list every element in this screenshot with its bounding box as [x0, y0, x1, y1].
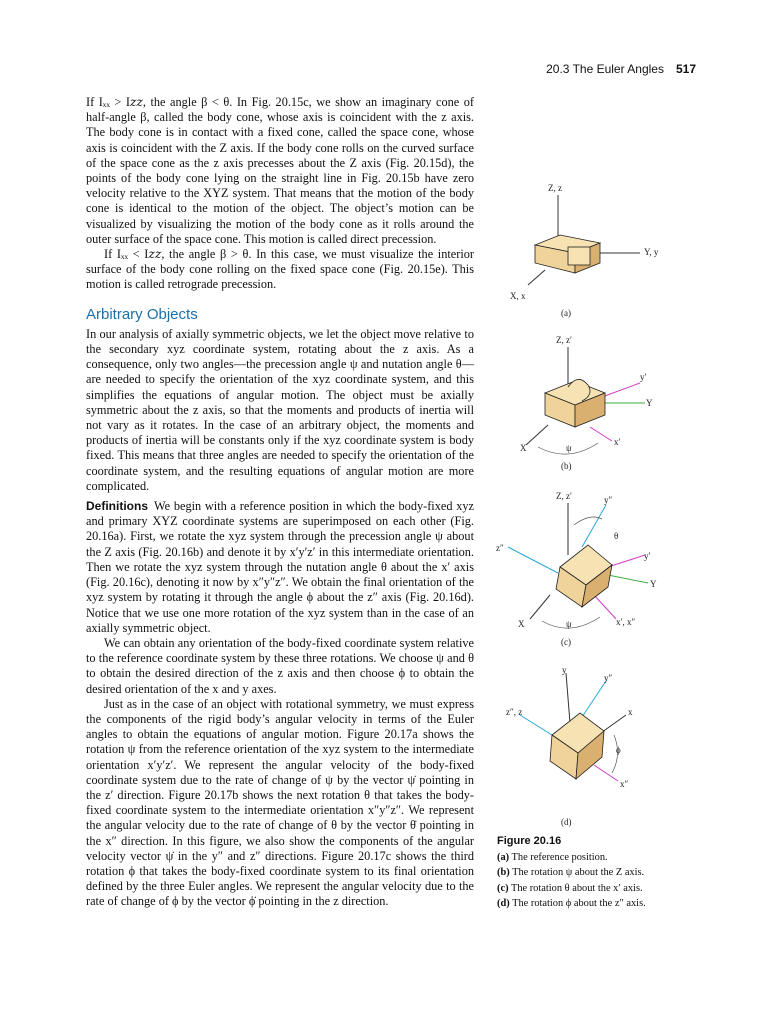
label-b: (b)	[561, 461, 572, 471]
section-title: 20.3 The Euler Angles	[546, 62, 664, 76]
label-c-ydprime: y″	[604, 495, 613, 505]
label-c-psi: ψ	[566, 619, 572, 629]
label-d-zz: z″, z	[506, 707, 523, 717]
main-text-column	[86, 95, 474, 910]
caption-item: (a) The reference position.	[497, 851, 608, 863]
label-d-xdprime: x″	[620, 779, 629, 789]
running-header	[546, 62, 696, 76]
label-b-yprime: y′	[640, 372, 647, 382]
label-a-Zz: Z, z	[548, 183, 562, 193]
label-c-Y: Y	[650, 579, 657, 589]
paragraph-angular-velocity: Just as in the case of an object with rotational symmetry, we must express the components of the rigid body’s angular velocity in terms of the Euler angles to obtain the equations of angular motion. Figure 20.17a shows the rotation ψ from the reference orientation of the xyz system to the intermediate orientation x′y′z′. We represent the angular velocity of the body-fixed coordinate system due to the rate of change of ψ by the vector ψ̇ pointing in the z′ direction. Figure 20.17b shows the next rotation θ that takes the body-fixed coordinate system to the intermediate orientation x″y″z″. We represent the angular velocity due to the rate of change of θ by the vector θ̇ pointing in the x″ direction. In this figure, we also show the components of the angular velocity vector ψ̇ in the y″ and z″ directions. Figure 20.17c shows the third rotation ϕ that takes the body-fixed coordinate system to its final orientation defined by the three Euler angles. We represent the angular velocity due to the rate of change of ϕ by the vector ϕ̇ pointing in the z direction.	[86, 696, 474, 909]
figure-panels	[490, 175, 690, 835]
caption-item: (b) The rotation ψ about the Z axis.	[497, 867, 645, 878]
panel-d	[506, 665, 633, 827]
figure-caption	[497, 834, 697, 912]
label-c-X: X	[518, 619, 525, 629]
definitions-text: We begin with a reference position in which the body-fixed xyz and primary XYZ coordinate systems are superimposed on each other (Fig. 20.16a). First, we rotate the xyz system through the precession angle ψ about the Z axis (Fig. 20.16b) and denote it by x′y′z′ in this intermediate orientation. Then we rotate the xyz system through the nutation angle θ about the x′ axis (Fig. 20.16c), denoting it now by x″y″z″. We obtain the final orientation of the xyz system by rotating it through the angle ϕ about the z″ axis (Fig. 20.16d). Notice that we use one more rotation of the xyz system than in the case of an axially symmetric object.	[86, 499, 474, 635]
label-b-X: X	[520, 443, 527, 453]
label-c-Zz: Z, z′	[556, 491, 572, 501]
label-a-Yy: Y, y	[644, 247, 659, 257]
panel-c	[496, 491, 657, 647]
paragraph-retrograde: If Iₓₓ < I𝑧𝑧, the angle β > θ. In this case, we must visualize the interior surface of the body cone rolling on the fixed space cone (Fig. 20.15e). This motion is called retrograde precession.	[86, 247, 474, 292]
paragraph-definitions	[86, 499, 474, 636]
label-b-xprime: x′	[614, 437, 621, 447]
paragraph-orientation: We can obtain any orientation of the body-fixed coordinate system relative to the reference coordinate system by these three rotations. We choose ψ and θ to obtain the desired direction of the z axis and then choose ϕ to obtain the desired orientation of the x and y axes.	[86, 635, 474, 696]
label-b-Zz: Z, z′	[556, 335, 572, 345]
label-a-Xx: X, x	[510, 291, 526, 301]
label-b-psi: ψ	[566, 443, 572, 453]
label-c: (c)	[561, 637, 571, 647]
label-d-y: y	[562, 665, 567, 675]
paragraph-arbitrary-objects: In our analysis of axially symmetric objects, we let the object move relative to the secondary xyz coordinate system, rotating about the z axis. As a consequence, only two angles—the precession angle ψ and nutation angle θ—are needed to specify the orientation of the xyz coordinate system, and this simplifies the equations of angular motion. The object must be axially symmetric about the z axis, so that the moments and products of inertia will not vary as it rotates. In the case of an arbitrary object, the moments and products of inertia will be constants only if the xyz coordinate system is body fixed. This means that three angles are needed to specify the orientation of the coordinate system, and the resulting equations of angular motion are more complicated.	[86, 326, 474, 493]
panel-a	[510, 183, 659, 318]
label-b-Y: Y	[646, 398, 653, 408]
label-c-xx: x′, x″	[616, 617, 636, 627]
label-c-zdprime: z″	[496, 543, 504, 553]
paragraph-body-cone: If Iₓₓ > I𝑧𝑧, the angle β < θ. In Fig. 20.15c, we show an imaginary cone of half-angle β, called the body cone, whose axis is coincident with the z axis. The body cone is in contact with a fixed cone, called the space cone, whose axis is coincident with the Z axis. If the body cone rolls on the curved surface of the space cone as the z axis precesses about the Z axis (Fig. 20.15d), the points of the body cone lying on the straight line in Fig. 20.15b have zero velocity relative to the XYZ system. That means that the motion of the body cone is identical to the motion of the object. The object’s motion can be visualized by visualizing the motion of the body cone as it rolls around the outer surface of the space cone. This motion is called direct precession.	[86, 95, 474, 246]
label-d-phi: ϕ	[616, 745, 621, 755]
section-heading: Arbitrary Objects	[86, 305, 198, 323]
figure-20-16	[490, 175, 690, 935]
caption-title: Figure 20.16	[497, 835, 562, 847]
caption-item: (d) The rotation ϕ about the z″ axis.	[497, 898, 646, 909]
caption-item: (c) The rotation θ about the x′ axis.	[497, 882, 643, 894]
label-d-ydprime: y″	[604, 673, 613, 683]
label-a: (a)	[561, 308, 571, 318]
label-d: (d)	[561, 817, 572, 827]
label-c-theta: θ	[614, 531, 619, 541]
label-d-x: x	[628, 707, 633, 717]
page-number: 517	[675, 62, 696, 76]
label-c-yprime: y′	[644, 551, 651, 561]
definitions-label: Definitions	[86, 499, 148, 514]
panel-b	[520, 335, 653, 471]
